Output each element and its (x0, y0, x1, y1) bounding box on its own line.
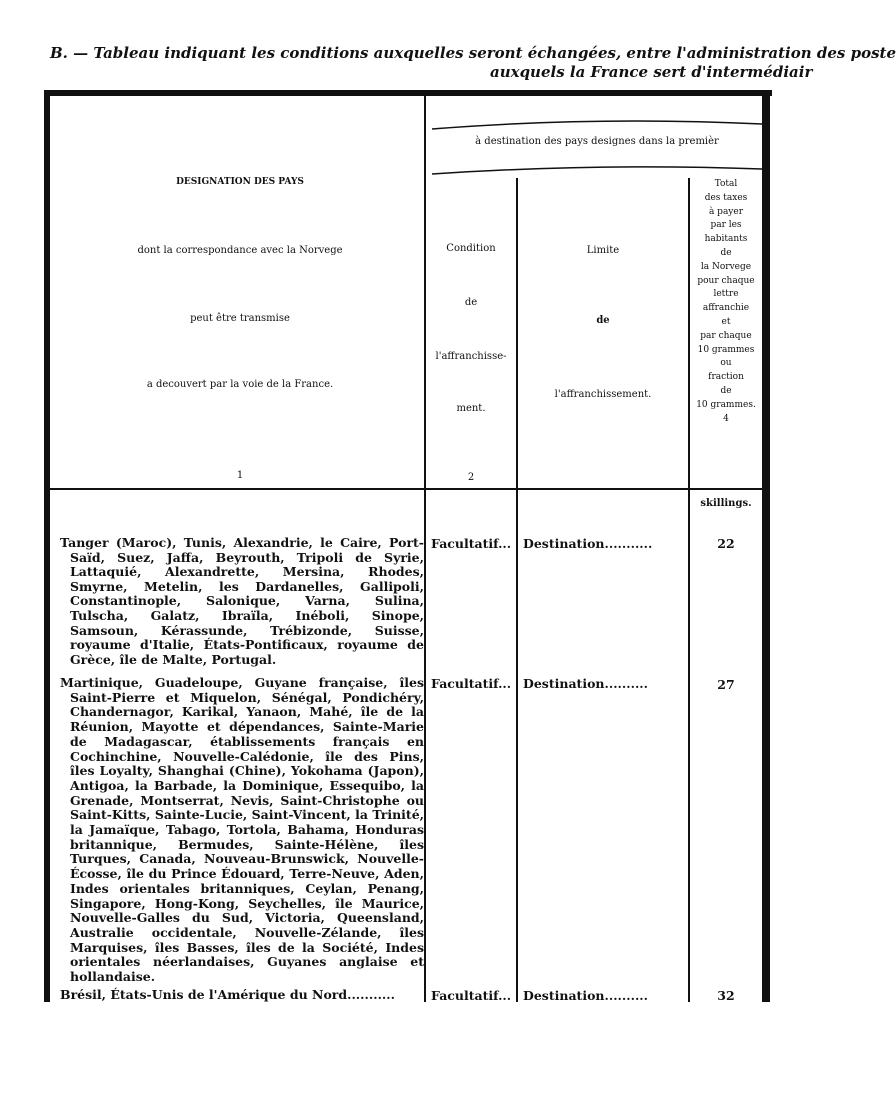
col4-line: ou (720, 358, 732, 369)
col4-line: par les (710, 220, 742, 231)
col1-sub-2: peut être transmise (190, 313, 290, 324)
destination-bottom-curve (432, 166, 762, 176)
table-row-2-condition: Facultatif... (431, 676, 512, 691)
table-row-2-limite: Destination.......... (523, 676, 649, 691)
table-row-1-total: 22 (717, 536, 735, 551)
title-line-1: B. — Tableau indiquant les conditions auxquelles seront échangées, entre l'administration des poste (50, 44, 896, 62)
title-line-2: auxquels la France sert d'intermédiair (490, 63, 813, 81)
col4-line: et (721, 316, 731, 327)
col4-line: Total (714, 179, 738, 189)
table-row-3-condition: Facultatif... (431, 988, 512, 1003)
col4-line: pour chaque (697, 275, 755, 286)
col4-line: de (720, 385, 732, 396)
destination-top-curve (432, 120, 762, 130)
col1-sub-3: a decouvert par la voie de la France. (146, 379, 334, 390)
units-label: skillings. (700, 498, 752, 509)
col2-line-1: Condition (446, 243, 496, 254)
col4-line: lettre (713, 289, 739, 300)
col3-line-3: l'affranchissement. (554, 389, 652, 400)
table-row-1-limite: Destination........... (523, 536, 653, 551)
col4-line: 4 (723, 413, 729, 424)
col4-heading (690, 178, 762, 426)
col4-line: 10 grammes (697, 344, 755, 355)
page-title (50, 44, 896, 82)
col4-line: par chaque (700, 330, 752, 341)
destination-heading: à destination des pays designes dans la premièr (475, 136, 719, 147)
col3-line-2: de (596, 315, 610, 326)
header-bottom-rule (50, 488, 762, 490)
col4-line: des taxes (704, 192, 748, 203)
col4-line: habitants (704, 234, 748, 245)
table-row-2-total: 27 (717, 677, 735, 692)
col2-line-3: l'affranchisse- (435, 351, 507, 362)
col2-number: 2 (467, 472, 475, 483)
table-row-3-countries: Brésil, États-Unis de l'Amérique du Nord........... (60, 987, 395, 1002)
col2-line-2: de (464, 297, 478, 308)
col4-line: de (720, 247, 732, 258)
column-divider-2 (516, 178, 518, 1002)
col3-line-1: Limite (586, 245, 620, 256)
col1-sub-1: dont la correspondance avec la Norvege (137, 245, 343, 256)
table-left-rule (44, 90, 50, 1002)
column-divider-1 (424, 96, 426, 1002)
table-row-2-countries: Martinique, Guadeloupe, Guyane française, îles Saint-Pierre et Miquelon, Sénégal, Pondichéry, Chandernagor, Karikal, Yanaon, Mahé, île de la Réunion, Mayotte et dépendances, Sainte-Marie de Madagascar, établissements français en Cochinchine, Nouvelle-Calédonie, île des Pins, îles Loyalty, Shanghai (Chine), Yokohama (Japon), Antigoa, la Barbade, la Dominique, Essequibo, la Grenade, Montserrat, Nevis, Saint-Christophe ou Saint-Kitts, Sainte-Lucie, Saint-Vincent, la Trinité, la Jamaïque, Tabago, Tortola, Bahama, Honduras britannique, Bermudes, Sainte-Hélène, îles Turques, Canada, Nouveau-Brunswick, Nouvelle-Écosse, île du Prince Édouard, Terre-Neuve, Aden, Indes orientales britanniques, Ceylan, Penang, Singapore, Hong-Kong, Seychelles, île Maurice, Nouvelle-Galles du Sud, Victoria, Queensland, Australie occidentale, Nouvelle-Zélande, îles Marquises, îles Basses, îles de la Société, Indes orientales néerlandaises, Guyanes anglaise et hollandaise. (60, 675, 424, 985)
table-row-3-total: 32 (717, 988, 735, 1003)
col4-line: 10 grammes. (696, 399, 756, 410)
table-row-1-condition: Facultatif... (431, 536, 512, 551)
col4-line: fraction (708, 372, 744, 383)
col1-number: 1 (236, 470, 244, 481)
col4-line: la Norvege (700, 261, 752, 272)
col2-line-4: ment. (456, 403, 486, 414)
col1-heading: DESIGNATION DES PAYS (176, 177, 304, 187)
table-row-1-countries: Tanger (Maroc), Tunis, Alexandrie, le Caire, Port-Saïd, Suez, Jaffa, Beyrouth, Tripoli de Syrie, Lattaquié, Alexandrette, Mersina, Rhodes, Smyrne, Metelin, les Dardanelles, Gallipoli, Constantinople, Salonique, Varna, Sulina, Tulscha, Galatz, Ibraïla, Inéboli, Sinope, Samsoun, Kérassunde, Trébizonde, Suisse, royaume d'Italie, États-Pontificaux, royaume de Grèce, île de Malte, Portugal. (60, 535, 424, 667)
table-row-3-limite: Destination.......... (523, 988, 649, 1003)
col4-line: affranchie (702, 303, 750, 314)
table-right-rule (762, 90, 770, 1002)
col4-line: à payer (708, 206, 744, 217)
